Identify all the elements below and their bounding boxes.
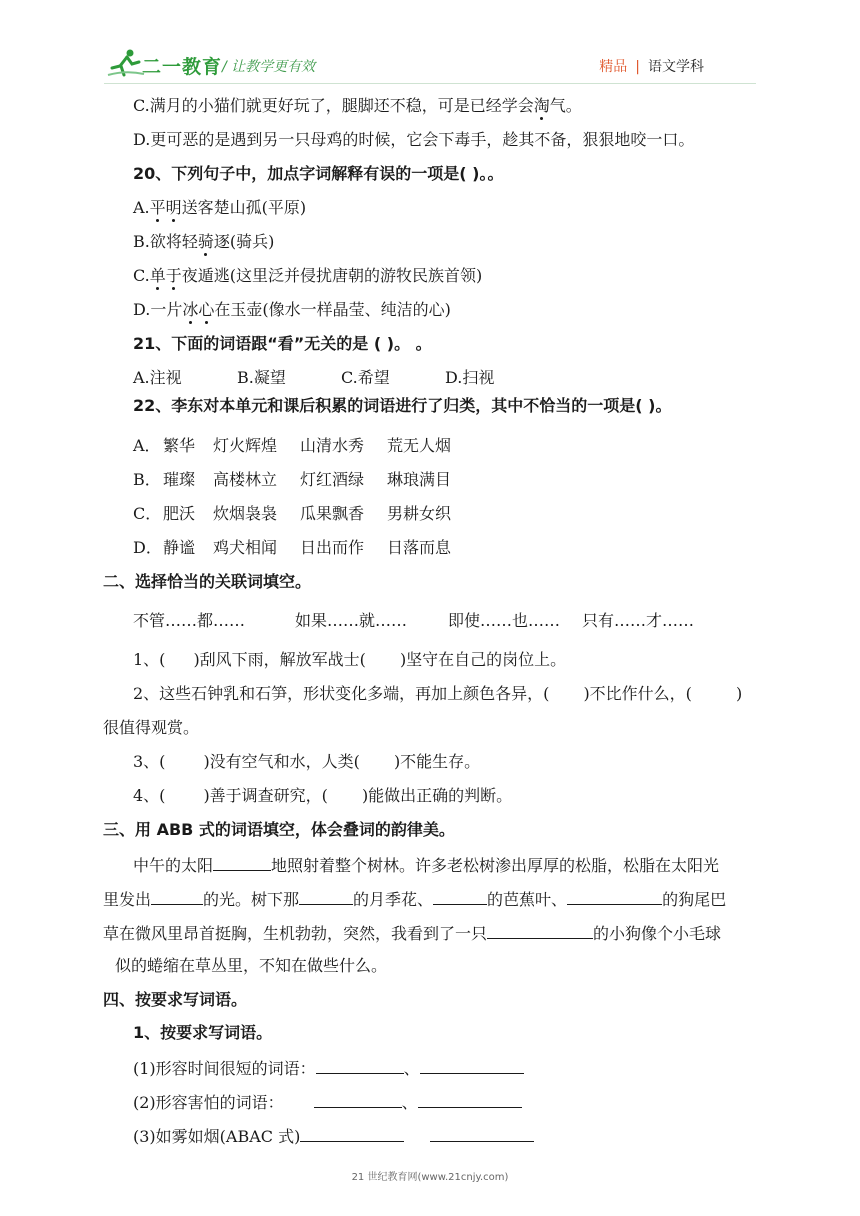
q21-option-c: C.希望 [341, 368, 390, 387]
fill-blank[interactable] [151, 888, 203, 905]
dotted-char: 于 [165, 266, 182, 285]
q22-word: 肥沃 [163, 504, 196, 523]
fill-blank[interactable] [300, 1125, 404, 1142]
q22-option-label: C． [133, 504, 162, 523]
fill-blank[interactable] [314, 1091, 402, 1108]
slogan-text: 让教学更有效 [231, 59, 316, 75]
q21-stem: 21、下面的词语跟“看”无关的是 ( )。 。 [133, 334, 432, 353]
section4-item3: (3)如雾如烟(ABAC 式) [133, 1125, 534, 1147]
fill-blank[interactable] [316, 1057, 404, 1074]
section2-q2-line1: 2、这些石钟乳和石笋，形状变化多端，再加上颜色各异，( )不比作什么，( ) [133, 684, 743, 703]
q22-word: 炊烟袅袅 [213, 504, 278, 523]
q22-option-label: D． [133, 538, 162, 557]
subject-tag [599, 56, 704, 76]
section3-para-line1: 中午的太阳 地照射着整个树林。许多老松树渗出厚厚的松脂，松脂在太阳光 [133, 856, 720, 875]
q19-option-d: D.更可恶的是遇到另一只母鸡的时候，它会下毒手，趁其不备，狠狠地咬一口。 [133, 130, 695, 149]
q22-word: 荒无人烟 [387, 436, 452, 455]
q22-word: 璀璨 [163, 470, 196, 489]
dotted-char: 淘 [533, 96, 550, 115]
connector-option: 只有……才…… [582, 611, 695, 630]
section4-item2: (2)形容害怕的词语： 、 [133, 1091, 522, 1113]
fill-blank[interactable] [430, 1125, 534, 1142]
runner-logo-icon [106, 48, 146, 78]
connector-option: 不管……都…… [133, 611, 246, 630]
q21-option-b: B.凝望 [237, 368, 286, 387]
section4-subtitle: 1、按要求写词语。 [133, 1023, 273, 1042]
q22-word: 静谧 [163, 538, 196, 557]
q22-word: 琳琅满目 [387, 470, 452, 489]
section2-q3: 3、( )没有空气和水，人类( )不能生存。 [133, 752, 481, 771]
dotted-char: 明 [165, 198, 182, 217]
q20-option-d: D.一片冰心在玉壶(像水一样晶莹、纯洁的心) [133, 300, 451, 319]
fill-blank[interactable] [487, 922, 593, 939]
q22-word: 山清水秀 [300, 436, 365, 455]
q22-word: 男耕女织 [387, 504, 452, 523]
section3-para-line2: 里发出 的光。树下那 的月季花、 的芭蕉叶、 的狗尾巴 [103, 890, 727, 909]
q22-word: 灯红酒绿 [300, 470, 365, 489]
q21-option-d: D.扫视 [445, 368, 495, 387]
fill-blank[interactable] [213, 854, 271, 871]
q22-option-label: A． [133, 436, 161, 455]
fill-blank[interactable] [418, 1091, 522, 1108]
dotted-char: 心 [198, 300, 215, 319]
connector-option: 如果……就…… [295, 611, 408, 630]
q20-stem: 20、下列句子中，加点字词解释有误的一项是( )。。 [133, 164, 504, 183]
page-footer: 21 世纪教育网(www.21cnjy.com) [351, 1172, 509, 1183]
q20-option-c: C.单于夜遁逃(这里泛并侵扰唐朝的游牧民族首领) [133, 266, 483, 285]
section3-para-line4: 似的蜷缩在草丛里，不知在做些什么。 [115, 956, 388, 975]
logo-text: 二一教育 [142, 56, 223, 78]
dotted-char: 冰 [182, 300, 199, 319]
section2-q4: 4、( )善于调查研究，( )能做出正确的判断。 [133, 786, 513, 805]
q22-word: 日出而作 [300, 538, 365, 557]
q22-option-label: B． [133, 470, 161, 489]
q22-word: 灯火辉煌 [213, 436, 278, 455]
dotted-char: 单 [149, 266, 166, 285]
q22-word: 日落而息 [387, 538, 452, 557]
header-divider [104, 83, 756, 84]
fill-blank[interactable] [433, 888, 487, 905]
page-header [0, 0, 860, 84]
connector-option: 即使……也…… [448, 611, 561, 630]
q19-option-c: C.满月的小猫们就更好玩了，腿脚还不稳，可是已经学会淘气。 [133, 96, 582, 115]
section4-title: 四、按要求写词语。 [103, 990, 248, 1009]
q22-stem: 22、李东对本单元和课后积累的词语进行了归类，其中不恰当的一项是( )。 [133, 396, 672, 415]
q22-word: 高楼林立 [213, 470, 278, 489]
quality-tag: 精品 [599, 59, 628, 75]
q22-word: 瓜果飘香 [300, 504, 365, 523]
fill-blank[interactable] [420, 1057, 524, 1074]
dotted-char: 平 [149, 198, 166, 217]
dotted-char: 骑 [197, 232, 214, 251]
q21-option-a: A.注视 [133, 368, 182, 387]
tag-separator: | [635, 59, 640, 75]
section3-title: 三、用 ABB 式的词语填空，体会叠词的韵律美。 [103, 820, 455, 839]
q20-option-b: B.欲将轻骑逐(骑兵) [133, 232, 275, 251]
subject-label: 语文学科 [648, 59, 704, 75]
section4-item1: (1)形容时间很短的词语： 、 [133, 1057, 524, 1079]
q20-option-a: A.平明送客楚山孤(平原) [133, 198, 307, 217]
fill-blank[interactable] [567, 888, 662, 905]
section2-title: 二、选择恰当的关联词填空。 [103, 572, 312, 591]
slogan: / 让教学更有效 [222, 59, 316, 75]
section2-q2-line2: 很值得观赏。 [103, 718, 200, 737]
fill-blank[interactable] [299, 888, 353, 905]
section3-para-line3: 草在微风里昂首挺胸，生机勃勃，突然，我看到了一只 的小狗像个小毛球 [103, 924, 722, 943]
q22-word: 鸡犬相闻 [213, 538, 278, 557]
section2-q1: 1、( )刮风下雨，解放军战士( )坚守在自己的岗位上。 [133, 650, 567, 669]
q22-word: 繁华 [163, 436, 196, 455]
